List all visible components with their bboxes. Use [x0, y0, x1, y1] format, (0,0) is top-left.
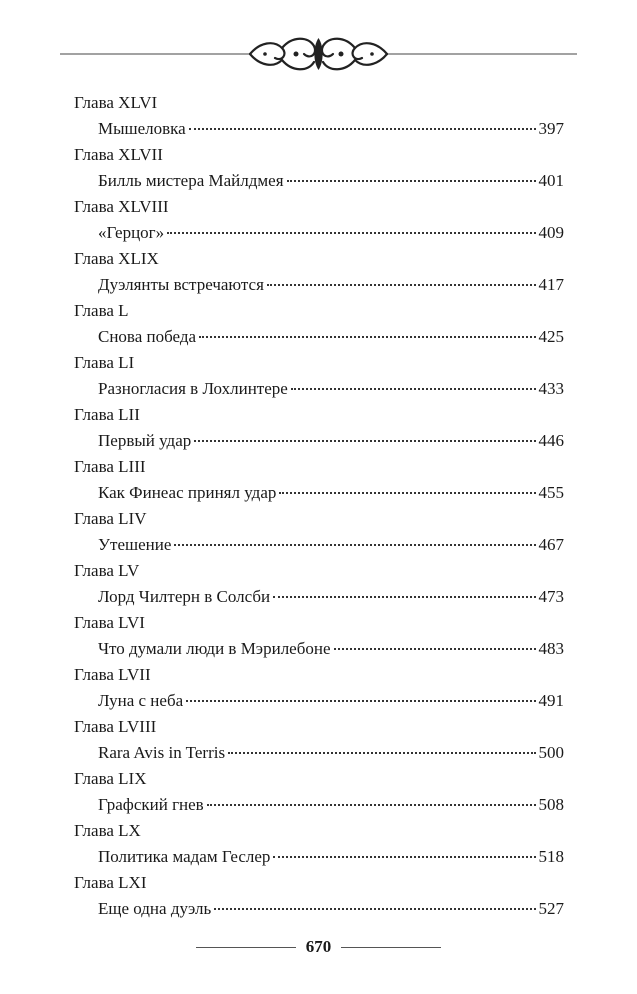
- chapter-heading: Глава LI: [74, 353, 135, 372]
- toc-entry: [74, 610, 564, 662]
- chapter-heading: Глава LIV: [74, 509, 147, 528]
- dot-leader: [199, 335, 535, 338]
- dot-leader: [207, 803, 536, 806]
- toc-entry: [74, 558, 564, 610]
- chapter-title: Еще одна дуэль: [98, 899, 212, 918]
- page-ref: 508: [538, 795, 564, 814]
- chapter-heading: Глава XLVIII: [74, 197, 169, 216]
- toc-entry: [74, 194, 564, 246]
- page-ref: 473: [538, 587, 564, 606]
- chapter-heading: Глава LX: [74, 821, 141, 840]
- dot-leader: [194, 439, 535, 442]
- chapter-heading: Глава XLVI: [74, 93, 158, 112]
- toc-entry: [74, 454, 564, 506]
- toc-entry: [74, 818, 564, 870]
- chapter-heading: Глава L: [74, 301, 129, 320]
- chapter-title: Графский гнев: [98, 795, 204, 814]
- chapter-title-row: [74, 480, 564, 506]
- dot-leader: [189, 127, 536, 130]
- chapter-title: Утешение: [98, 535, 172, 554]
- dot-leader: [279, 491, 535, 494]
- toc-entry: [74, 870, 564, 922]
- chapter-title-row: [74, 636, 564, 662]
- dot-leader: [214, 907, 535, 910]
- chapter-title-row: [74, 168, 564, 194]
- chapter-heading: Глава XLVII: [74, 145, 163, 164]
- page-ref: 401: [538, 171, 564, 190]
- chapter-heading: Глава LVIII: [74, 717, 157, 736]
- chapter-title-row: [74, 792, 564, 818]
- dot-leader: [174, 543, 535, 546]
- chapter-heading: Глава LXI: [74, 873, 147, 892]
- page-ref: 425: [538, 327, 564, 346]
- chapter-title-row: [74, 116, 564, 142]
- chapter-title: Первый удар: [98, 431, 192, 450]
- page-ref: 483: [538, 639, 564, 658]
- page-ref: 417: [538, 275, 564, 294]
- chapter-title: Политика мадам Геслер: [98, 847, 271, 866]
- page-ref: 433: [538, 379, 564, 398]
- chapter-heading: Глава XLIX: [74, 249, 159, 268]
- chapter-title-row: [74, 376, 564, 402]
- chapter-title-row: [74, 324, 564, 350]
- chapter-title: Мышеловка: [98, 119, 186, 138]
- chapter-title-row: [74, 428, 564, 454]
- chapter-title-row: [74, 844, 564, 870]
- toc-entry: [74, 350, 564, 402]
- chapter-title: «Герцог»: [98, 223, 165, 242]
- toc-entry: [74, 298, 564, 350]
- chapter-title-row: [74, 532, 564, 558]
- dot-leader: [273, 595, 535, 598]
- page-ref: 397: [538, 119, 564, 138]
- page-ref: 491: [538, 691, 564, 710]
- toc-entry: [74, 402, 564, 454]
- page-ref: 518: [538, 847, 564, 866]
- chapter-heading: Глава LV: [74, 561, 140, 580]
- chapter-heading: Глава LII: [74, 405, 140, 424]
- chapter-heading: Глава LVII: [74, 665, 151, 684]
- dot-leader: [273, 855, 535, 858]
- chapter-title-row: [74, 584, 564, 610]
- chapter-title: Лорд Чилтерн в Солсби: [98, 587, 271, 606]
- dot-leader: [287, 179, 536, 182]
- chapter-title: Дуэлянты встречаются: [98, 275, 264, 294]
- chapter-heading: Глава LVI: [74, 613, 145, 632]
- dot-leader: [186, 699, 535, 702]
- scroll-ornament-icon: [60, 32, 577, 76]
- chapter-heading: Глава LIX: [74, 769, 147, 788]
- chapter-title: Что думали люди в Мэрилебоне: [98, 639, 331, 658]
- dot-leader: [291, 387, 536, 390]
- toc-entry: [74, 766, 564, 818]
- chapter-title: Луна с неба: [98, 691, 184, 710]
- toc-entry: [74, 246, 564, 298]
- toc-entry: [74, 142, 564, 194]
- dot-leader: [228, 751, 535, 754]
- chapter-title-row: [74, 272, 564, 298]
- dot-leader: [267, 283, 536, 286]
- page-ref: 500: [538, 743, 564, 762]
- chapter-title: Разногласия в Лохлинтере: [98, 379, 288, 398]
- chapter-title-row: [74, 688, 564, 714]
- page-ref: 409: [538, 223, 564, 242]
- chapter-title: Как Финеас принял удар: [98, 483, 277, 502]
- toc-entry: [74, 714, 564, 766]
- page-ref: 527: [538, 899, 564, 918]
- page-ref: 467: [538, 535, 564, 554]
- chapter-title-row: [74, 220, 564, 246]
- dot-leader: [334, 647, 536, 650]
- dot-leader: [167, 231, 535, 234]
- chapter-title: Билль мистера Майлдмея: [98, 171, 284, 190]
- chapter-title-row: [74, 740, 564, 766]
- page-footer: [0, 932, 637, 962]
- toc-entry: [74, 506, 564, 558]
- chapter-title: Rara Avis in Terris: [98, 743, 226, 762]
- page-ref: 446: [538, 431, 564, 450]
- table-of-contents: [74, 90, 564, 922]
- page-ref: 455: [538, 483, 564, 502]
- page-number: 670: [305, 937, 332, 956]
- toc-entry: [74, 662, 564, 714]
- chapter-title-row: [74, 896, 564, 922]
- chapter-heading: Глава LIII: [74, 457, 146, 476]
- chapter-title: Снова победа: [98, 327, 197, 346]
- toc-entry: [74, 90, 564, 142]
